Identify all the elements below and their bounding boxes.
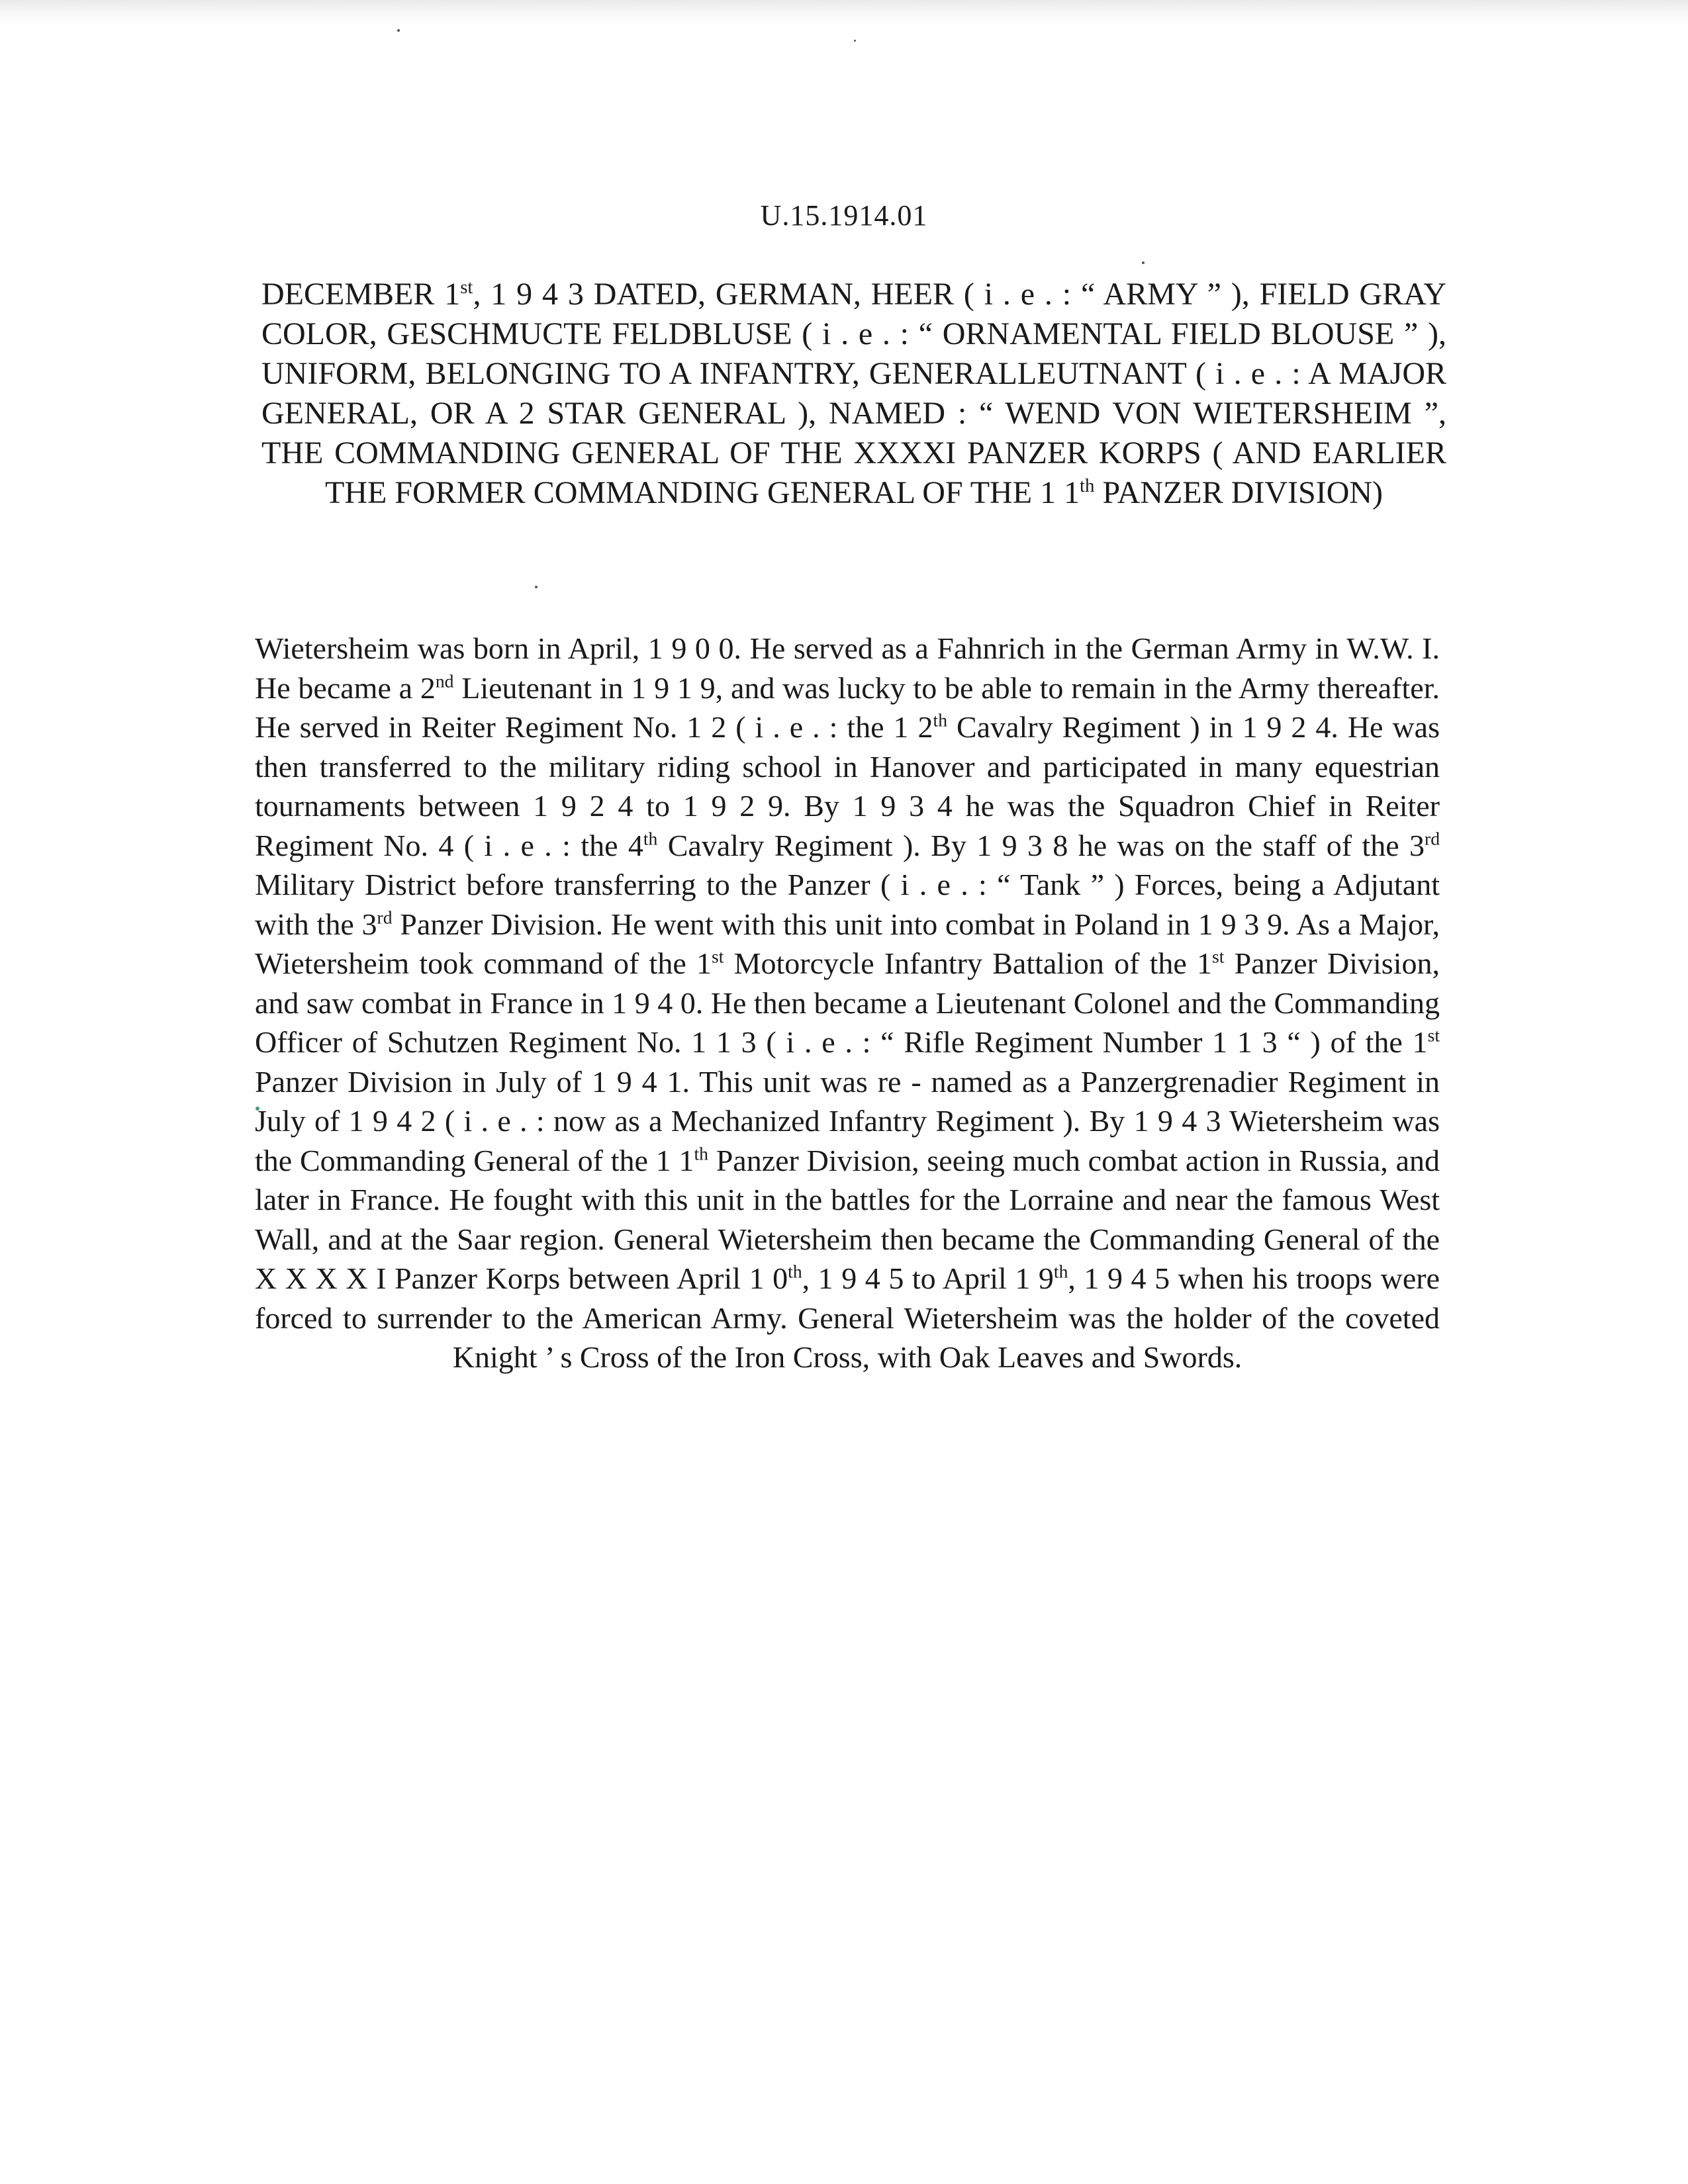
ordinal-superscript: st xyxy=(711,946,724,967)
text-run: Panzer Division in July of 1 9 4 1. This unit was re - named as a Panzergrenadier Regiment in July of 1 9 4 2 ( i . e . : now as a Mechanized Infantry Regiment ). By 1 9 4 3 Wietersheim was the Commanding General of the 1 1 xyxy=(255,1064,1440,1177)
text-run: Panzer Division, seeing much combat action in Russia, and later in France. He fought with this unit in the battles for the Lorraine and near the famous West Wall, and at the Saar region. General Wietersheim then became the Commanding General of the X X X X I Panzer Korps between April 1 0 xyxy=(255,1143,1440,1295)
document-body xyxy=(255,629,1440,1377)
scan-speck xyxy=(535,586,538,588)
text-run: DECEMBER 1 xyxy=(261,277,461,312)
ordinal-superscript: rd xyxy=(1425,828,1440,849)
scan-speck xyxy=(854,40,856,42)
text-run: PANZER DIVISION) xyxy=(1094,475,1383,510)
text-run: Panzer Division, and saw combat in France in 1 9 4 0. He then became a Lieutenant Colonel and the Commanding Officer of Schutzen Regiment No. 1 1 3 ( i . e . : “ Rifle Regiment Number 1 1 3 “ ) of the 1 xyxy=(255,946,1440,1059)
text-run: Military District before transferring to the Panzer ( i . e . : “ Tank ” ) Forces, being a Adjutant with the 3 xyxy=(255,868,1440,941)
ordinal-superscript: th xyxy=(643,828,658,849)
ordinal-superscript: nd xyxy=(435,670,454,692)
ordinal-superscript: st xyxy=(1427,1024,1440,1046)
ordinal-superscript: th xyxy=(1080,475,1095,496)
ordinal-superscript: th xyxy=(694,1143,708,1164)
text-run: Cavalry Regiment ). By 1 9 3 8 he was on the staff of the 3 xyxy=(657,828,1425,862)
ordinal-superscript: th xyxy=(788,1261,802,1282)
text-run: Lieutenant in 1 9 1 9, and was lucky to be able to remain in the Army thereafter. He served in Reiter Regiment No. 1 2 ( i . e . : the 1 2 xyxy=(255,670,1440,744)
text-run: Cavalry Regiment ) in 1 9 2 4. He was then transferred to the military riding school in Hanover and participated in many equestrian tournaments between 1 9 2 4 to 1 9 2 9. By 1 9 3 4 he was the Squadron Chief in Reiter Regiment No. 4 ( i . e . : the 4 xyxy=(255,710,1440,862)
document-title xyxy=(261,275,1446,513)
text-run: , 1 9 4 5 when his troops were forced to surrender to the American Army. General Wietersheim was the holder of the coveted Knight ’ s Cross of the Iron Cross, with Oak Leaves and Swords. xyxy=(255,1261,1440,1374)
scan-top-edge xyxy=(0,0,1688,26)
text-run: , 1 9 4 5 to April 1 9 xyxy=(802,1261,1054,1295)
ordinal-superscript: rd xyxy=(377,907,393,928)
scan-speck xyxy=(397,29,400,32)
scan-speck xyxy=(1142,261,1145,264)
text-run: Motorcycle Infantry Battalion of the 1 xyxy=(724,946,1213,980)
text-run: Wietersheim was born in April, 1 9 0 0. He served as a Fahnrich in the German Army in W.W. I. He became a 2 xyxy=(255,631,1440,705)
ordinal-superscript: th xyxy=(933,709,947,731)
document-id: U.15.1914.01 xyxy=(760,199,928,232)
text-run: , 1 9 4 3 DATED, GERMAN, HEER ( i . e . : “ ARMY ” ), FIELD GRAY COLOR, GESCHMUCTE FELDBLUSE ( i . e . : “ ORNAMENTAL FIELD BLOUSE ” ), UNIFORM, BELONGING TO A INFANTRY, GENERALLEUTNANT ( i . e . : A MAJOR GENERAL, OR A 2 STAR GENERAL ), NAMED : “ WEND VON WIETERSHEIM ”, THE COMMANDING GENERAL OF THE XXXXI PANZER KORPS ( AND EARLIER THE FORMER COMMANDING GENERAL OF THE 1 1 xyxy=(261,277,1447,510)
ordinal-superscript: th xyxy=(1053,1261,1068,1282)
ordinal-superscript: st xyxy=(1212,946,1225,967)
text-run: Panzer Division. He went with this unit into combat in Poland in 1 9 3 9. As a Major, Wietersheim took command of the 1 xyxy=(255,907,1440,980)
ordinal-superscript: st xyxy=(460,277,473,298)
